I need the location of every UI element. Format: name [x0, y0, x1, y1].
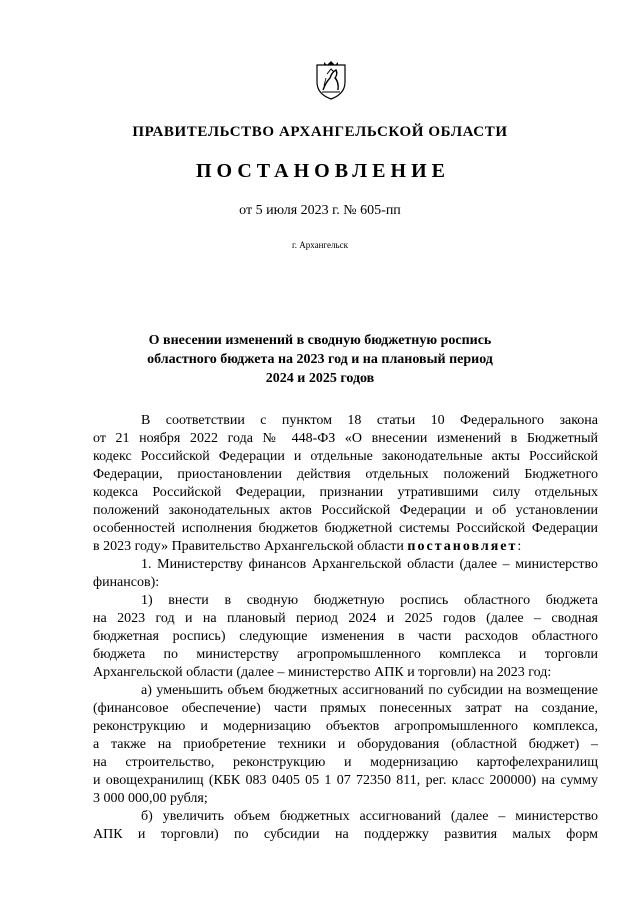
body-line: АПК и торговли) по субсидии на поддержку развития малых форм: [93, 827, 598, 842]
date-and-number: от 5 июля 2023 г. № 605-пп: [239, 203, 401, 218]
body-line: реконструкцию и модернизацию объектов агропромышленного комплекса,: [93, 719, 598, 734]
body-text: в 2023 году» Правительство Архангельской области: [93, 539, 408, 554]
body-line: В соответствии с пунктом 18 статьи 10 Федерального закона: [141, 413, 598, 428]
body-line: а) уменьшить объем бюджетных ассигнований по субсидии на возмещение: [141, 683, 598, 698]
body-line: 1) внести в сводную бюджетную роспись областного бюджета: [141, 593, 598, 608]
title-line: областного бюджета на 2023 год и на плановый период: [147, 352, 493, 367]
body-line: финансов):: [93, 575, 160, 590]
title-line: О внесении изменений в сводную бюджетную роспись: [148, 333, 492, 348]
body-line: бюджета по министерству агропромышленного комплекса и торговли: [93, 647, 598, 662]
coat-of-arms-icon: [314, 60, 348, 100]
resolve-word: постановляет: [407, 539, 518, 554]
government-name: ПРАВИТЕЛЬСТВО АРХАНГЕЛЬСКОЙ ОБЛАСТИ: [132, 124, 508, 140]
city-name: г. Архангельск: [292, 240, 348, 250]
body-line: на строительство, реконструкцию и модернизацию картофелехранилищ: [93, 755, 598, 770]
document-title: [0, 331, 640, 388]
body-line: от 21 ноября 2022 года № 448-ФЗ «О внесении изменений в Бюджетный: [93, 431, 598, 446]
body-line: положений законодательных актов Российской Федерации и об установлении: [93, 503, 598, 518]
body-line: кодекса Российской Федерации, признании утратившими силу отдельных: [93, 485, 598, 500]
document-body: [93, 412, 598, 844]
body-line: кодекс Российской Федерации и отдельные законодательные акты Российской: [93, 449, 598, 464]
body-line: на 2023 год и на плановый период 2024 и 2025 годов (далее – сводная: [93, 611, 598, 626]
body-line: 1. Министерству финансов Архангельской области (далее – министерство: [141, 557, 598, 572]
document-type: ПОСТАНОВЛЕНИЕ: [196, 160, 450, 182]
body-line: и овощехранилищ (КБК 083 0405 05 1 07 72350 811, рег. класс 200000) на сумму: [93, 773, 598, 788]
body-text: :: [517, 539, 522, 554]
body-line: а также на приобретение техники и оборудования (областной бюджет) –: [93, 737, 598, 752]
body-line: особенностей исполнения бюджетов бюджетной системы Российской Федерации: [93, 521, 598, 536]
body-line: Федерации, приостановлении действия отдельных положений Бюджетного: [93, 467, 598, 482]
body-line: бюджетная роспись) следующие изменения в части расходов областного: [93, 629, 598, 644]
body-line: [93, 538, 598, 556]
body-line: б) увеличить объем бюджетных ассигнований (далее – министерство: [141, 809, 598, 824]
body-line: (финансовое обеспечение) части прямых понесенных затрат на создание,: [93, 701, 598, 716]
title-line: 2024 и 2025 годов: [265, 371, 375, 386]
body-line: Архангельской области (далее – министерство АПК и торговли) на 2023 год:: [93, 665, 552, 680]
body-line: 3 000 000,00 рубля;: [93, 791, 208, 806]
